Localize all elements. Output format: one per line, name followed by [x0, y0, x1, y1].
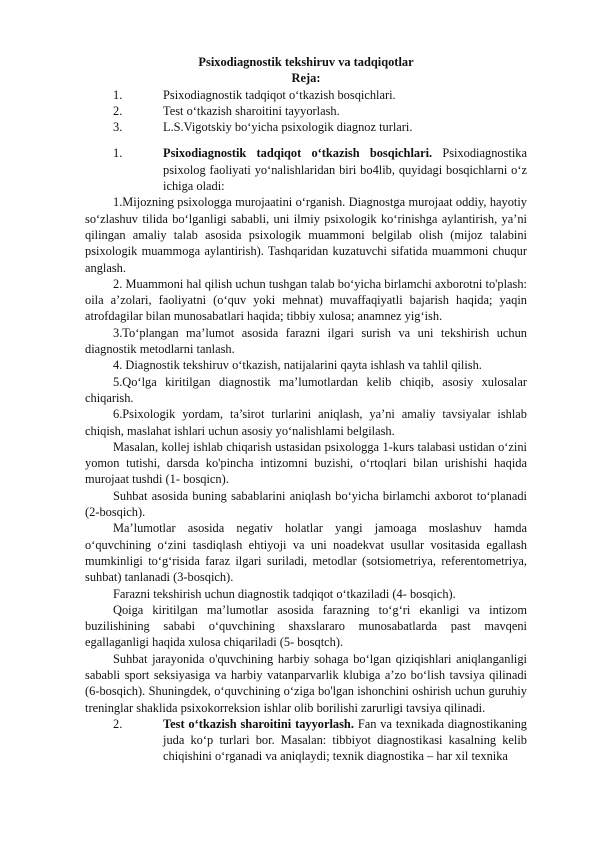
- plan-item: [85, 103, 527, 119]
- section-2-lead: Fan va texnikada diagnostikaning juda ko‘p turlari bor. Masalan: tibbiyot diagnostikasi kasalning kelib chiqishini o‘rganadi va aniqlaydi; texnik diagnostika – har xil texnika: [163, 716, 527, 764]
- document-title: Psixodiagnostik tekshiruv va tadqiqotlar: [198, 55, 414, 69]
- document-page: [85, 54, 527, 765]
- plan-item-number: 2.: [113, 103, 123, 118]
- plan-item-text: Test o‘tkazish sharoitini tayyorlash.: [163, 103, 340, 118]
- paragraph: 4. Diagnostik tekshiruv o‘tkazish, natijalarini qayta ishlash va tahlil qilish.: [113, 358, 482, 373]
- paragraph: 5.Qo‘lga kiritilgan diagnostik ma’lumotlardan kelib chiqib, asosiy xulosalar chiqarish.: [85, 374, 527, 405]
- paragraph: Suhbat jarayonida o'quvchining harbiy sohaga bo‘lgan qiziqishlari aniqlanganligi sababli sport seksiyasiga va harbiy vatanparvarlik klubiga a’zo bo‘lish tavsiya qilinadi (6-bosqich). Shuningdek, o‘quvchining o‘ziga bo'lgan ishonchini oshirish uchun guruhiy treninglar shaklida psixokorreksion ishlar olib borilishi zarurligi tavsiya qilinadi.: [85, 651, 527, 715]
- section-1-heading: Psixodiagnostik tadqiqot o‘tkazish bosqichlari.: [163, 146, 433, 161]
- plan-list: [85, 87, 527, 136]
- plan-item-number: 1.: [113, 87, 123, 102]
- paragraph: Farazni tekshirish uchun diagnostik tadqiqot o‘tkaziladi (4- bosqich).: [113, 586, 456, 601]
- paragraph: 3.To‘plangan ma’lumot asosida farazni ilgari surish va uni tekshirish uchun diagnostik metodlarni tanlash.: [85, 325, 527, 357]
- paragraph: 1.Mijozning psixologga murojaatini o‘rganish. Diagnostga murojaat oddiy, hayotiy so‘zlashuv tilida bo‘lganligi sababli, uni ilmiy psixologik ko‘rinishga aylantirish, ya’ni qilingan amaliy talab asosida psixologik muammoni belgilab olish (mijoz talabini psixologik muammoga aylantirish). Tashqaridan kuzatuvchi sifatida muammoni chuqur anglash.: [85, 195, 527, 275]
- section-1: [85, 145, 527, 194]
- plan-item-text: Psixodiagnostik tadqiqot o‘tkazish bosqichlari.: [163, 87, 396, 102]
- section-2-number: 2.: [113, 716, 123, 731]
- paragraph: 6.Psixologik yordam, ta’sirot turlarini aniqlash, ya’ni amaliy tavsiyalar ishlab chiqish, maslahat ishlari uchun asosiy yo‘nalishlami belgilash.: [85, 407, 527, 438]
- plan-item-text: L.S.Vigotskiy bo‘yicha psixologik diagnoz turlari.: [163, 120, 413, 135]
- paragraph: Qoiga kiritilgan ma’lumotlar asosida farazning to‘g‘ri ekanligi va intizom buzilishining sababi o‘quvchining shaxslararo munosabatlarda past mavqeni egallaganligi haqida xulosa chiqariladi (5- bosqtch).: [85, 602, 527, 650]
- section-1-number: 1.: [113, 146, 123, 161]
- spacer: [85, 135, 527, 145]
- plan-item-number: 3.: [113, 120, 123, 135]
- plan-heading: Reja:: [291, 71, 321, 86]
- paragraph: Suhbat asosida buning sabablarini aniqlash bo‘yicha birlamchi axborot to‘planadi (2-bosqich).: [85, 488, 527, 520]
- plan-item: [85, 87, 527, 103]
- section-1-body: [163, 145, 527, 194]
- section-2-heading: Test o‘tkazish sharoitini tayyorlash.: [163, 716, 354, 731]
- section-2-body: [163, 716, 527, 765]
- paragraph: Masalan, kollej ishlab chiqarish ustasidan psixologga 1-kurs talabasi ustidan o‘zini yomon tutishi, darsda ko'pincha intizomni buzishi, o‘rtoqlari bilan urishishi haqida murojaat tushdi (1- bosqicn).: [85, 439, 527, 487]
- section-1-lead: Psixodiagnostika psixolog faoliyati yo‘nalishlaridan biri bo4lib, quyidagi bosqichlarni o‘z ichiga oladi:: [163, 146, 527, 194]
- section-2: [85, 716, 527, 765]
- paragraph: 2. Muammoni hal qilish uchun tushgan talab bo‘yicha birlamchi axborotni to'plash: oila a’zolari, faoliyatni (o‘quv yoki mehnat) muvaffaqiyatli bajarish haqida; yaqin atrofdagilar bilan munosabatlari haqida; tibbiy xulosa; anamnez yig‘ish.: [85, 276, 527, 324]
- paragraph: Ma’lumotlar asosida negativ holatlar yangi jamoaga moslashuv hamda o‘quvchining o‘zini tasdiqlash ehtiyoji va uni noadekvat usullar vositasida egallash mumkinligi to‘g‘risida faraz ilgari suriladi, metodlar (sotsiometriya, referentometriya, suhbat) tanlanadi (3-bosqich).: [85, 521, 527, 585]
- plan-item: [85, 119, 527, 135]
